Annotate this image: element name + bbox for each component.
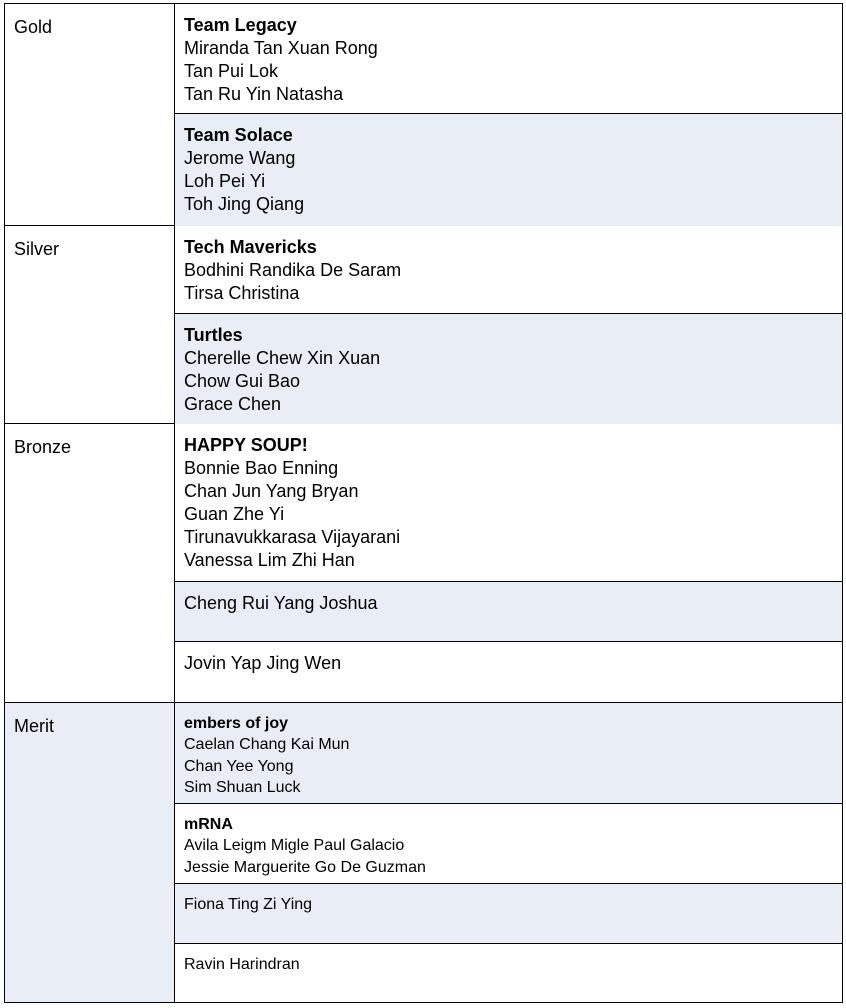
team-name: HAPPY SOUP! <box>184 435 308 455</box>
tier-silver <box>5 226 842 424</box>
tier-label: Bronze <box>5 424 175 702</box>
team-member: Guan Zhe Yi <box>184 504 285 524</box>
team-name: embers of joy <box>184 715 289 732</box>
team-entry <box>175 114 842 226</box>
team-member: Vanessa Lim Zhi Han <box>184 550 355 570</box>
awards-table <box>4 3 843 1003</box>
team-member: Toh Jing Qiang <box>184 194 305 214</box>
team-member: Chow Gui Bao <box>184 371 301 391</box>
team-member: Bodhini Randika De Saram <box>184 260 402 280</box>
individual-name: Ravin Harindran <box>184 956 300 973</box>
team-member: Chan Yee Yong <box>184 757 294 775</box>
tier-gold <box>5 4 842 226</box>
team-name: Team Legacy <box>184 15 297 35</box>
team-entry <box>175 4 842 114</box>
team-member: Caelan Chang Kai Mun <box>184 736 350 753</box>
team-name: mRNA <box>184 816 233 833</box>
tier-label: Merit <box>5 703 175 1002</box>
tier-label: Silver <box>5 226 175 423</box>
team-member: Tan Ru Yin Natasha <box>184 84 344 104</box>
individual-entry <box>175 884 842 944</box>
team-name: Team Solace <box>184 125 293 145</box>
team-member: Miranda Tan Xuan Rong <box>184 38 378 58</box>
individual-entry <box>175 944 842 1002</box>
team-member: Grace Chen <box>184 394 282 414</box>
team-member: Tirsa Christina <box>184 283 300 303</box>
tier-label: Gold <box>5 4 175 225</box>
team-entry <box>175 703 842 804</box>
team-member: Bonnie Bao Enning <box>184 458 339 478</box>
individual-name: Jovin Yap Jing Wen <box>184 653 342 673</box>
team-member: Sim Shuan Luck <box>184 779 301 796</box>
team-member: Jerome Wang <box>184 148 296 168</box>
individual-entry <box>175 642 842 703</box>
team-entry <box>175 226 842 314</box>
team-member: Tan Pui Lok <box>184 61 279 81</box>
team-member: Tirunavukkarasa Vijayarani <box>184 527 401 547</box>
tier-merit <box>5 703 842 1002</box>
team-entry <box>175 424 842 582</box>
team-member: Chan Jun Yang Bryan <box>184 481 359 501</box>
team-name: Tech Mavericks <box>184 237 317 257</box>
team-member: Avila Leigm Migle Paul Galacio <box>184 837 405 854</box>
individual-entry <box>175 582 842 642</box>
tier-bronze <box>5 424 842 703</box>
team-member: Jessie Marguerite Go De Guzman <box>184 858 426 876</box>
individual-name: Cheng Rui Yang Joshua <box>184 593 378 613</box>
team-entry <box>175 314 842 424</box>
team-member: Cherelle Chew Xin Xuan <box>184 348 381 368</box>
individual-name: Fiona Ting Zi Ying <box>184 896 313 913</box>
team-name: Turtles <box>184 325 243 345</box>
team-member: Loh Pei Yi <box>184 171 266 191</box>
team-entry <box>175 804 842 884</box>
